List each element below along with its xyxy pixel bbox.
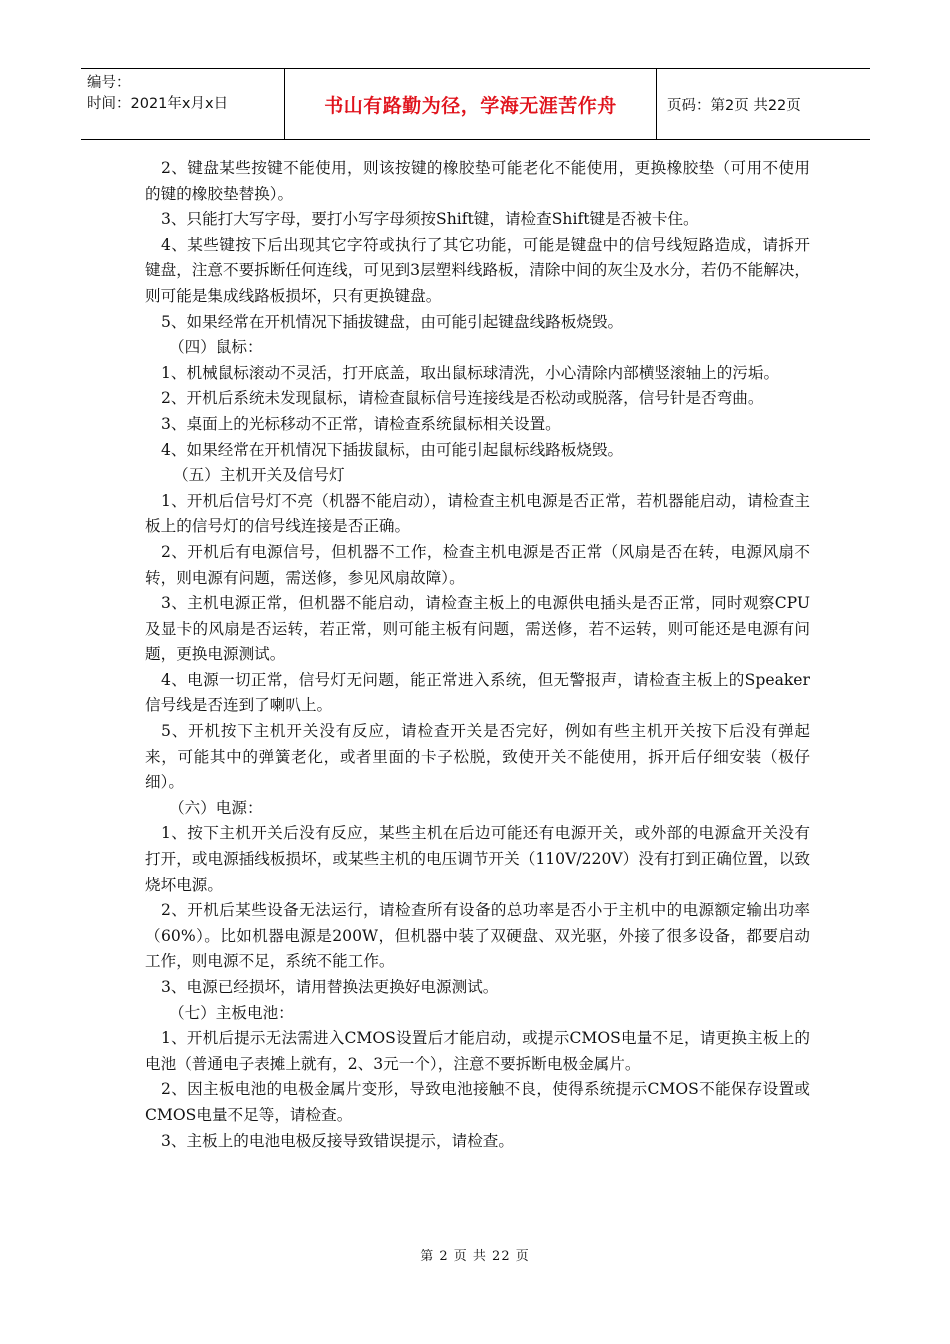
- paragraph: （四）鼠标：: [169, 338, 263, 357]
- paragraph: 1、按下主机开关后没有反应，某些主机在后边可能还有电源开关，或外部的电源盒开关没有打开，或电源插线板损坏，或某些主机的电压调节开关（110V/220V）没有打到正确位置，以致烧坏电源。: [145, 824, 810, 894]
- header-meta: [81, 69, 285, 139]
- paragraph: 3、电源已经损坏，请用替换法更换好电源测试。: [161, 978, 499, 996]
- paragraph: 5、开机按下主机开关没有反应，请检查开关是否完好，例如有些主机开关按下后没有弹起来，可能其中的弹簧老化，或者里面的卡子松脱，致使开关不能使用，拆开后仔细安装（极仔细）。: [145, 722, 810, 792]
- document-body: [145, 156, 810, 1154]
- paragraph: 3、桌面上的光标移动不正常，请检查系统鼠标相关设置。: [161, 414, 561, 433]
- paragraph: 3、只能打大写字母，要打小写字母须按Shift键，请检查Shift键是否被卡住。: [161, 210, 699, 229]
- paragraph: 1、开机后信号灯不亮（机器不能启动），请检查主机电源是否正常，若机器能启动，请检查主板上的信号灯的信号线连接是否正确。: [145, 491, 810, 536]
- paragraph: 2、开机后有电源信号，但机器不工作，检查主机电源是否正常（风扇是否在转，电源风扇不转，则电源有问题，需送修，参见风扇故障）。: [145, 542, 810, 587]
- document-time-label: 时间：2021年x月x日: [87, 96, 229, 112]
- paragraph: 4、电源一切正常，信号灯无问题，能正常进入系统，但无警报声，请检查主板上的Speaker信号线是否连到了喇叭上。: [145, 670, 810, 715]
- paragraph: 2、键盘某些按键不能使用，则该按键的橡胶垫可能老化不能使用，更换橡胶垫（可用不使用的键的橡胶垫替换）。: [145, 159, 810, 203]
- paragraph: 2、开机后系统未发现鼠标，请检查鼠标信号连接线是否松动或脱落，信号针是否弯曲。: [161, 389, 764, 408]
- paragraph: （七）主板电池：: [169, 1003, 294, 1022]
- paragraph: 5、如果经常在开机情况下插拔键盘，由可能引起键盘线路板烧毁。: [161, 312, 624, 331]
- paragraph: （五）主机开关及信号灯: [173, 466, 345, 485]
- header-page-label: 页码：第2页 共22页: [667, 97, 801, 114]
- paragraph: 4、如果经常在开机情况下插拔鼠标，由可能引起鼠标线路板烧毁。: [161, 440, 624, 459]
- paragraph: 2、开机后某些设备无法运行，请检查所有设备的总功率是否小于主机中的电源额定输出功率（60%）。比如机器电源是200W，但机器中装了双硬盘、双光驱，外接了很多设备，都要启动工作，则电源不足，系统不能工作。: [145, 901, 810, 971]
- paragraph: 4、某些键按下后出现其它字符或执行了其它功能，可能是键盘中的信号线短路造成，请拆开键盘，注意不要拆断任何连线，可见到3层塑料线路板，清除中间的灰尘及水分，若仍不能解决，则可能是集成线路板损坏，只有更换键盘。: [145, 235, 810, 305]
- document-number-label: 编号：: [87, 75, 131, 91]
- header-motto: 书山有路勤为径，学海无涯苦作舟: [285, 69, 657, 139]
- paragraph: 1、机械鼠标滚动不灵活，打开底盖，取出鼠标球清洗，小心清除内部横竖滚轴上的污垢。: [161, 363, 780, 382]
- paragraph: 2、因主板电池的电极金属片变形，导致电池接触不良，使得系统提示CMOS不能保存设置或CMOS电量不足等，请检查。: [145, 1080, 810, 1124]
- paragraph: （六）电源：: [169, 798, 263, 817]
- paragraph: 3、主机电源正常，但机器不能启动，请检查主板上的电源供电插头是否正常，同时观察CPU及显卡的风扇是否运转，若正常，则可能主板有问题，需送修，若不运转，则可能还是电源有问题，更换电源测试。: [145, 594, 810, 664]
- page-header: [81, 68, 870, 140]
- paragraph: 3、主板上的电池电极反接导致错误提示，请检查。: [161, 1131, 514, 1150]
- page-footer: 第 2 页 共 22 页: [420, 1249, 530, 1264]
- paragraph: 1、开机后提示无法需进入CMOS设置后才能启动，或提示CMOS电量不足，请更换主板上的电池（普通电子表摊上就有，2、3元一个），注意不要拆断电极金属片。: [145, 1029, 810, 1073]
